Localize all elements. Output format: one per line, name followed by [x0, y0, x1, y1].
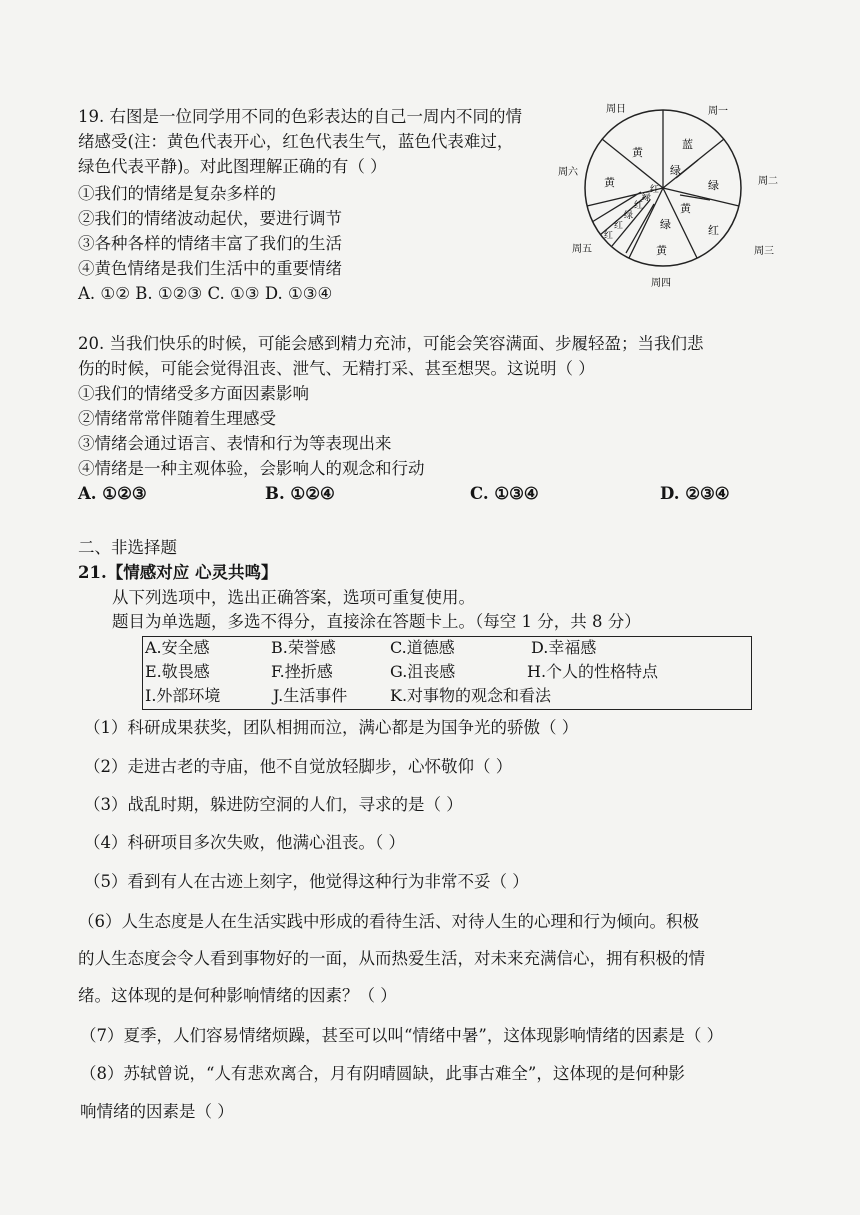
q19-statement-2: ②我们的情绪波动起伏，要进行调节 — [78, 209, 342, 228]
q20-option-a: A. ①②③ — [78, 484, 147, 503]
segment-fri-label-1: 红 — [604, 231, 614, 241]
day-label-mon: 周一 — [708, 106, 728, 117]
choice-c: C.道德感 — [390, 638, 455, 657]
segment-mon-label-1: 蓝 — [682, 138, 693, 151]
choice-b: B.荣誉感 — [271, 638, 336, 657]
week-mood-pie — [548, 100, 788, 300]
q20-option-c: C. ①③④ — [470, 484, 539, 503]
choice-f: F.挫折感 — [271, 662, 333, 681]
segment-thu-label-2: 黄 — [656, 244, 667, 257]
segment-wed-label: 红 — [708, 224, 719, 237]
subquestion-6-line-3: 绪。这体现的是何种影响情绪的因素？（ ） — [78, 986, 397, 1005]
segment-fri-label-5: 绿 — [642, 193, 652, 203]
q21-instruction-2: 题目为单选题，多选不得分，直接涂在答题卡上。（每空 1 分，共 8 分） — [112, 612, 641, 631]
q21-instruction-1: 从下列选项中，选出正确答案，选项可重复使用。 — [112, 588, 475, 607]
segment-tue-label-2: 黄 — [680, 202, 691, 215]
subquestion-6-line-2: 的人生态度会令人看到事物好的一面，从而热爱生活，对未来充满信心，拥有积极的情 — [78, 949, 705, 968]
pie-divider — [663, 188, 739, 206]
subquestion-2: （2）走进古老的寺庙，他不自觉放轻脚步，心怀敬仰（ ） — [84, 757, 513, 776]
day-label-thu: 周四 — [651, 278, 671, 289]
q20-option-d: D. ②③④ — [660, 484, 730, 503]
choice-g: G.沮丧感 — [390, 662, 456, 681]
segment-tue-label-1: 绿 — [708, 179, 719, 192]
subquestion-4: （4）科研项目多次失败，他满心沮丧。（ ） — [84, 833, 405, 852]
segment-sun-label: 黄 — [632, 146, 643, 159]
q19-options: A. ①② B. ①②③ C. ①③ D. ①③④ — [78, 284, 333, 303]
subquestion-8-line-1: （8）苏轼曾说，“人有悲欢离合，月有阴晴圆缺，此事古难全”，这体现的是何种影 — [80, 1064, 685, 1083]
subquestion-5: （5）看到有人在古迹上刻字，他觉得这种行为非常不妥（ ） — [84, 872, 529, 891]
q20-line-1: 20. 当我们快乐的时候，可能会感到精力充沛，可能会笑容满面、步履轻盈；当我们悲 — [78, 334, 704, 353]
choice-e: E.敬畏感 — [145, 662, 210, 681]
q19-statement-4: ④黄色情绪是我们生活中的重要情绪 — [78, 259, 342, 278]
q20-statement-4: ④情绪是一种主观体验，会影响人的观念和行动 — [78, 459, 425, 478]
q20-statement-2: ②情绪常常伴随着生理感受 — [78, 409, 276, 428]
q20-statement-1: ①我们的情绪受多方面因素影响 — [78, 384, 309, 403]
q19-line-2: 绪感受(注：黄色代表开心，红色代表生气，蓝色代表难过， — [78, 132, 514, 151]
segment-fri-label-3: 绿 — [624, 211, 634, 221]
choices-box — [142, 636, 752, 710]
day-label-sat: 周六 — [558, 167, 578, 178]
segment-sat-label: 黄 — [604, 176, 615, 189]
q20-line-2: 伤的时候，可能会觉得沮丧、泄气、无精打采、甚至想哭。这说明（ ） — [78, 359, 595, 378]
subquestion-1: （1）科研成果获奖，团队相拥而泣，满心都是为国争光的骄傲（ ） — [84, 718, 579, 737]
day-label-sun: 周日 — [606, 104, 626, 115]
q19-statement-3: ③各种各样的情绪丰富了我们的生活 — [78, 234, 342, 253]
q19-line-3: 绿色代表平静)。对此图理解正确的有（ ） — [78, 157, 387, 176]
subquestion-8-line-2: 响情绪的因素是（ ） — [80, 1102, 234, 1121]
q19-statement-1: ①我们的情绪是复杂多样的 — [78, 184, 276, 203]
choice-k: K.对事物的观念和看法 — [390, 686, 552, 705]
subquestion-3: （3）战乱时期，躲进防空洞的人们，寻求的是（ ） — [84, 795, 463, 814]
q19-line-1: 19. 右图是一位同学用不同的色彩表达的自己一周内不同的情 — [78, 107, 522, 126]
segment-mon-label-2: 绿 — [670, 164, 681, 177]
choice-j: J.生活事件 — [273, 686, 348, 705]
q21-title: 21.【情感对应 心灵共鸣】 — [78, 563, 278, 582]
day-label-fri: 周五 — [572, 244, 592, 255]
segment-fri-label-6: 红 — [650, 185, 660, 195]
subquestion-7: （7）夏季，人们容易情绪烦躁，甚至可以叫“情绪中暑”，这体现影响情绪的因素是（ ） — [80, 1026, 724, 1045]
segment-fri-label-4: 红 — [634, 201, 644, 211]
choice-a: A.安全感 — [145, 638, 210, 657]
segment-fri-label-2: 红 — [614, 221, 624, 231]
day-label-tue: 周二 — [758, 176, 778, 187]
choice-i: I.外部环境 — [145, 686, 221, 705]
segment-thu-label-1: 绿 — [660, 218, 671, 231]
q20-statement-3: ③情绪会通过语言、表情和行为等表现出来 — [78, 434, 392, 453]
day-label-wed: 周三 — [754, 246, 774, 257]
subquestion-6-line-1: （6）人生态度是人在生活实践中形成的看待生活、对待人生的心理和行为倾向。积极 — [78, 912, 699, 931]
section-title: 二、非选择题 — [78, 538, 177, 557]
choice-h: H.个人的性格特点 — [527, 662, 659, 681]
q20-option-b: B. ①②④ — [265, 484, 335, 503]
choice-d: D.幸福感 — [531, 638, 597, 657]
